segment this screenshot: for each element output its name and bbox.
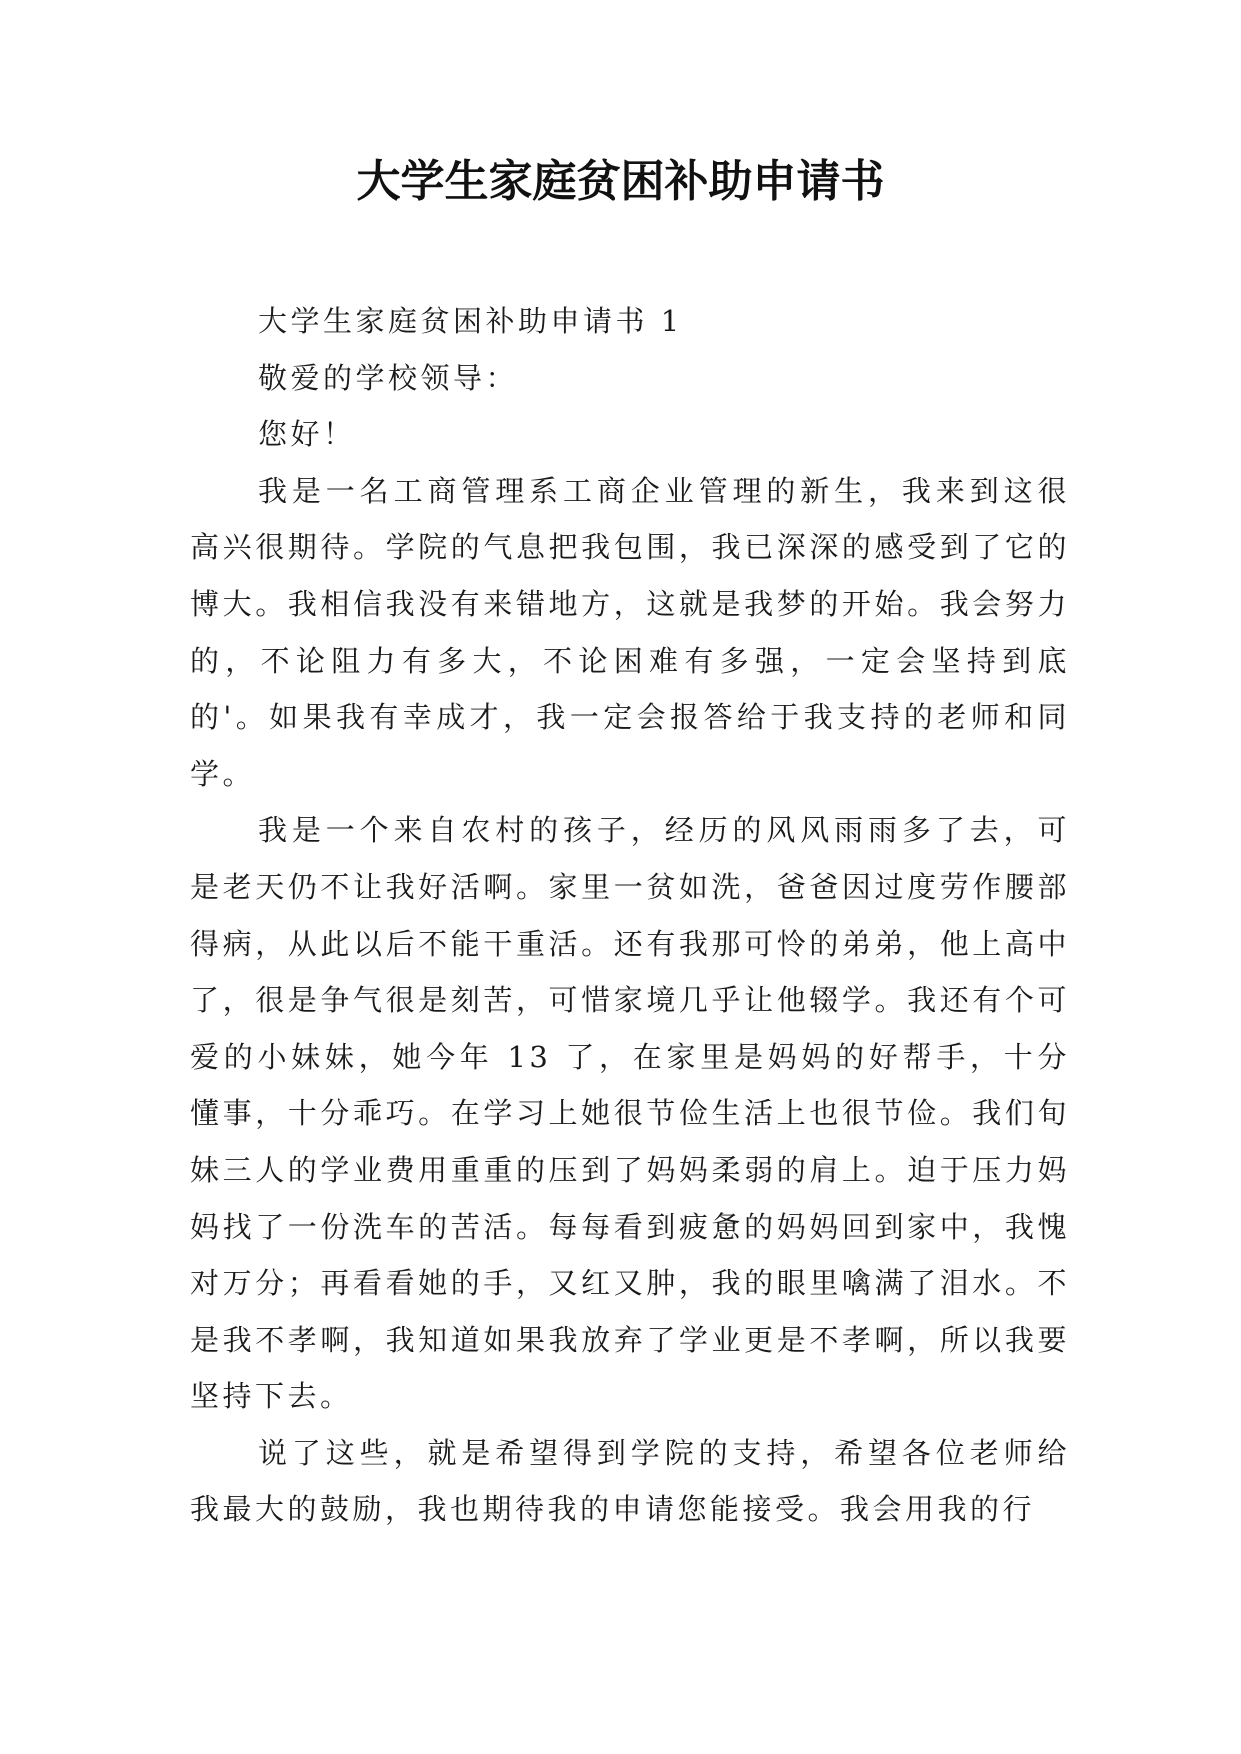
document-subtitle: 大学生家庭贫困补助申请书 1 [258,304,683,338]
salutation: 敬爱的学校领导： [258,360,519,395]
body-paragraph: 我是一个来自农村的孩子，经历的风风雨雨多了去，可是老天仍不让我好活啊。家里一贫如洗，爸爸因过度劳作腰部得病，从此以后不能干重活。还有我那可怜的弟弟，他上高中了，很是争气很是刻苦，可惜家境几乎让他辍学。我还有个可爱的小妹妹，她今年 13 了，在家里是妈妈的好帮手，十分懂事，十分乖巧。在学习上她很节俭生活上也很节俭。我们旬妹三人的学业费用重重的压到了妈妈柔弱的肩上。迫于压力妈妈找了一份洗车的苦活。每每看到疲惫的妈妈回到家中，我愧对万分；再看看她的手，又红又肿，我的眼里噙满了泪水。不是我不孝啊，我知道如果我放弃了学业更是不孝啊，所以我要坚持下去。 [190,813,1070,1414]
greeting: 您好！ [258,417,356,452]
body-paragraph: 说了这些，就是希望得到学院的支持，希望各位老师给我最大的鼓励，我也期待我的申请您能接受。我会用我的行 [190,1435,1070,1527]
document-title: 大学生家庭贫困补助申请书 [356,156,885,207]
body-paragraph: 我是一名工商管理系工商企业管理的新生，我来到这很高兴很期待。学院的气息把我包围，我已深深的感受到了它的博大。我相信我没有来错地方，这就是我梦的开始。我会努力的，不论阻力有多大，不论困难有多强，一定会坚持到底的'。如果我有幸成才，我一定会报答给于我支持的老师和同学。 [190,473,1070,791]
document-body [190,293,1070,1538]
